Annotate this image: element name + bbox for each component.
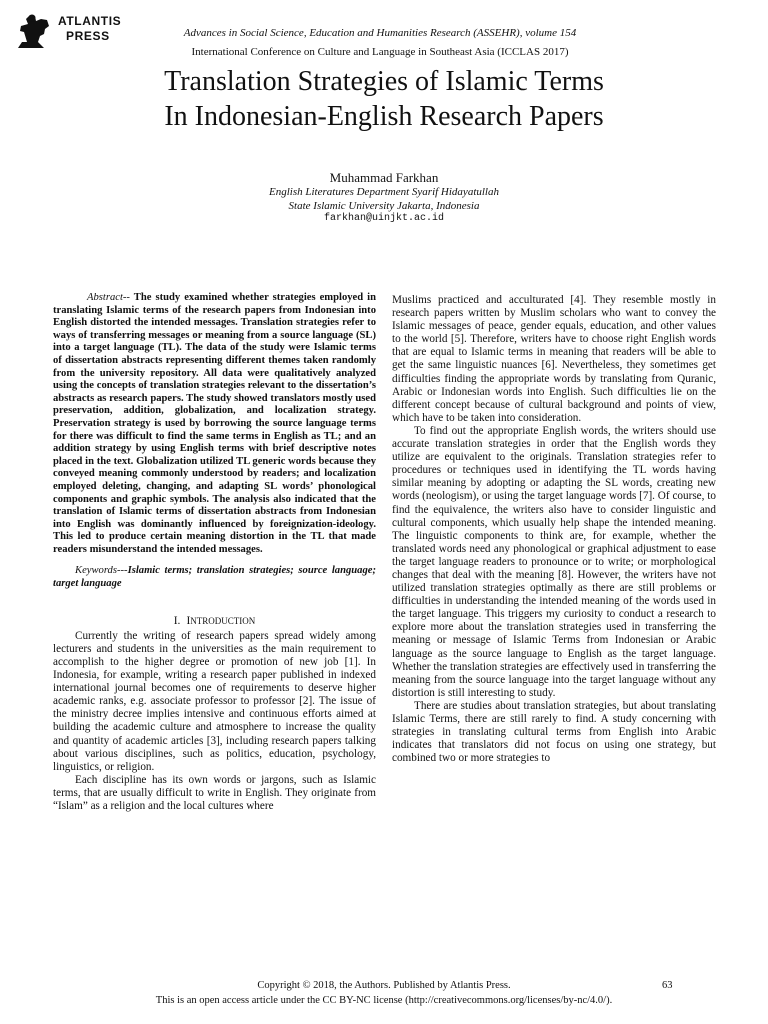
logo-wordmark — [58, 14, 121, 44]
left-column — [53, 292, 376, 813]
body-paragraph: To find out the appropriate English words, the writers should use accurate translation strategies in order that the English words they utilize are equivalent to the originals. Translation strategies refer to procedures or techniques used in identifying the TL words having similar meaning by adopting or adapting the SL words, creating new words (neologism), or using the target language words [7]. Of course, to find the equivalence, the writers also have to consider linguistic and cultural components, which usually help shape the intended meaning. The linguistic components to think are, for example, whether the translated words need any phonological or graphical adjustment to ease the target language readers to pronounce or to write; or morphological changes that deal with the meaning [8]. However, the writers have not utilized translation strategies optimally as there are still problems or difficulties in understanding the intended meaning of the words used in the target language. This triggers my curiosity to conduct a research to explore more about the translation strategies used in transferring the meaning or message of Islamic Terms from Indonesian or Arabic language as the source language to English as the target language. Whether the translation strategies are effectively used in transferring the meaning from the source language into the target language without any distortion is still interesting to study. — [392, 424, 716, 699]
keywords-text: Islamic terms; translation strategies; source language; target language — [53, 565, 376, 590]
conference-name: International Conference on Culture and Language in Southeast Asia (ICCLAS 2017) — [191, 46, 569, 58]
journal-name: Advances in Social Science, Education and Humanities Research (ASSEHR), volume 154 — [183, 27, 577, 39]
abstract-label: Abstract-- — [87, 292, 130, 303]
keywords-label: Keywords--- — [75, 565, 128, 577]
body-paragraph: Currently the writing of research papers spread widely among lecturers and students in the universities as the main requirement to accomplish to the higher degree or promotion of new job [1]. In Indonesia, for example, writing a research paper published in indexed international journal becomes one of requirements to deserve higher academic ranks, e.g. associate professor to professor [2]. The issue of the ministry decree implies intensive and continuous efforts aimed at building the academic culture and atmosphere to increase the quality and quantity of academic articles [3], including research papers talking about various disciplines, such as politics, education, psychology, linguistics, or religion. — [53, 629, 376, 773]
section-number: I. — [173, 614, 181, 627]
page-number: 63 — [662, 980, 673, 991]
body-paragraph: Muslims practiced and acculturated [4]. They resemble mostly in research papers written by Muslim scholars who want to convey the Islamic messages of peace, gender equals, education, and other values to the world [5]. Therefore, writers have to choose right English words that are equal to Islamic terms in meaning that readers will be able to get the same linguistic nuances [6]. Nevertheless, they sometimes get difficulties finding the appropriate words by translating from Quranic, Arabic or Indonesian words into English. Such difficulties lie on the different concept because of cultural background and points of view, which have to be taken into consideration. — [392, 294, 716, 424]
author-name: Muhammad Farkhan — [329, 170, 439, 185]
affiliation-line-1: English Literatures Department Syarif Hidayatullah — [269, 186, 499, 198]
section-title-rest: NTRODUCTION — [190, 615, 256, 626]
author-email[interactable]: farkhan@uinjkt.ac.id — [323, 213, 445, 224]
body-paragraph: Each discipline has its own words or jargons, such as Islamic terms, that are usually difficult to write in English. They originate from “Islam” as a religion and the local cultures where — [53, 773, 376, 812]
copyright-notice: Copyright © 2018, the Authors. Published by Atlantis Press. — [257, 980, 511, 991]
publisher-logo — [14, 12, 124, 56]
paper-title — [60, 64, 708, 134]
abstract — [53, 292, 376, 556]
title-line-1: Translation Strategies of Islamic Terms — [164, 66, 604, 97]
keywords — [53, 565, 376, 590]
title-line-2: In Indonesian-English Research Papers — [164, 101, 604, 132]
affiliation-line-2: State Islamic University Jakarta, Indonesia — [288, 200, 480, 212]
right-column — [392, 294, 716, 765]
section-title-initial: I — [186, 614, 191, 627]
section-heading-introduction — [53, 615, 376, 628]
logo-text-line2: PRESS — [66, 29, 110, 43]
logo-text-line1: ATLANTIS — [58, 14, 122, 28]
license-notice: This is an open access article under the CC BY-NC license (http://creativecommons.org/licenses/by-nc/4.0/). — [155, 995, 613, 1006]
atlantis-figure-icon — [14, 12, 52, 52]
abstract-text: The study examined whether strategies employed in translating Islamic terms of the research papers from Indonesian into English distorted the intended messages. Translation strategies refer to ways of transferring messages or meaning from a source language (SL) into a target language (TL). The data of the study were Islamic terms of dissertation abstracts representing different themes taken randomly from the university repository. All data were qualitatively analyzed using the concepts of translation strategies relevant to the dissertation’s abstracts as research papers. The study showed translators mostly used preservation, addition, globalization, and localization strategy. Preservation strategy is used by borrowing the source language terms for there was difficult to find the same terms in English as TL; and an addition strategy by using English terms with brief descriptive notes placed in the text. Globalization utilized TL generic words because they conveyed meaning commonly understood by readers; and localization employed deleting, changing, and adapting SL words’ phonological components and graphic symbols. The analysis also indicated that the translation of Islamic terms of dissertation abstracts from Indonesian into English was dominantly influenced by foreignization-ideology. This led to produce certain meaning distortion in the TL that made readers misunderstand the intended messages. — [53, 292, 376, 555]
body-paragraph: There are studies about translation strategies, but about translating Islamic Terms, there are still rarely to find. A study concerning with strategies in translating cultural terms from English into Arabic indicates that translators did not focus on using one strategy, but combined two or more strategies to — [392, 699, 716, 765]
